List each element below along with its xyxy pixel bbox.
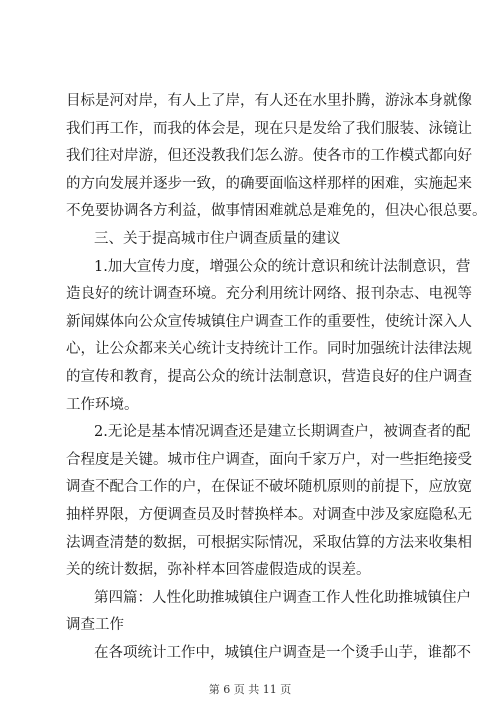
text-line: 2.无论是基本情况调查还是建立长期调查户，被调查者的配	[94, 424, 471, 441]
text-line: 工作环境。	[66, 396, 139, 413]
text-line: 关的统计数据，弥补样本回答虚假造成的误差。	[66, 562, 371, 579]
text-line: 我们再工作，而我的体会是，现在只是发给了我们服装、泳镜让	[66, 120, 472, 137]
text-line: 抽样界限，方便调查员及时替换样本。对调查中涉及家庭隐私无	[66, 506, 472, 523]
text-line: 调查工作	[66, 617, 124, 634]
text-line: 第四篇：人性化助推城镇住户调查工作人性化助推城镇住户	[94, 589, 471, 606]
text-line: 三、关于提高城市住户调查质量的建议	[94, 230, 341, 247]
text-line: 法调查清楚的数据，可根据实际情况，采取估算的方法来收集相	[66, 534, 472, 551]
page-footer: 第 6 页 共 11 页	[208, 683, 292, 696]
text-line: 我们往对岸游，但还没教我们怎么游。使各市的工作模式都向好	[66, 148, 472, 165]
text-line: 心，让公众都来关心统计支持统计工作。同时加强统计法律法规	[66, 341, 472, 358]
text-line: 目标是河对岸，有人上了岸，有人还在水里扑腾，游泳本身就像	[66, 93, 472, 109]
text-line: 1.加大宣传力度，增强公众的统计意识和统计法制意识，营	[94, 258, 471, 275]
text-line: 不免要协调各方利益，做事情困难就总是难免的，但决心很总要。	[66, 203, 487, 220]
text-line: 合程度是关键。城市住户调查，面向千家万户，对一些拒绝接受	[66, 451, 472, 468]
text-line: 的方向发展并逐步一致，的确要面临这样那样的困难，实施起来	[66, 175, 472, 192]
text-line: 造良好的统计调查环境。充分利用统计网络、报刊杂志、电视等	[66, 286, 472, 303]
text-line: 调查不配合工作的户，在保证不破坏随机原则的前提下，应放宽	[66, 479, 472, 496]
text-line: 在各项统计工作中，城镇住户调查是一个烫手山芋，谁都不	[94, 644, 471, 661]
document-body	[66, 88, 487, 667]
text-line: 的宣传和教育，提高公众的统计法制意识，营造良好的住户调查	[66, 368, 472, 385]
text-line: 新闻媒体向公众宣传城镇住户调查工作的重要性，使统计深入人	[66, 313, 472, 330]
